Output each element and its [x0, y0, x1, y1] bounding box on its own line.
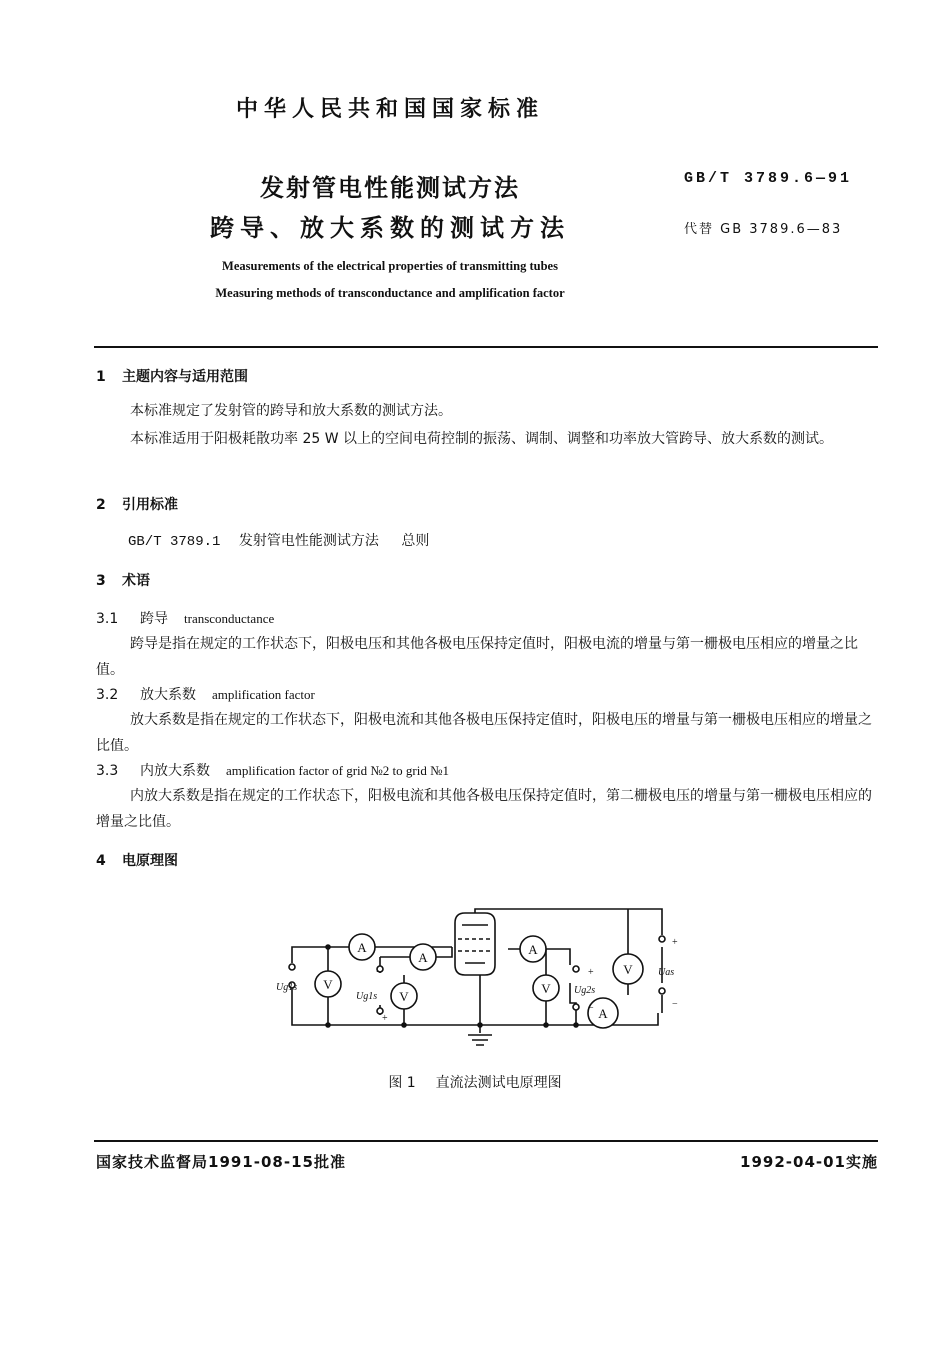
term-3-2: [96, 684, 315, 704]
polarity-plus: +: [588, 967, 594, 978]
english-title: Measurements of the electrical properties of transmitting tubes: [222, 259, 558, 273]
polarity-plus: +: [672, 937, 678, 948]
term-chinese: 内放大系数: [140, 763, 210, 779]
svg-text:V: V: [623, 962, 633, 977]
polarity-minus: −: [376, 967, 382, 978]
svg-text:V: V: [399, 989, 409, 1004]
document-title: 发射管电性能测试方法: [260, 174, 520, 202]
figure-label: 图 1: [388, 1075, 416, 1091]
vacuum-tube-icon: [455, 913, 495, 975]
circuit-diagram: [270, 895, 690, 1065]
section-title: 引用标准: [122, 497, 178, 513]
replaced-standard: 代替 GB 3789.6—83: [684, 222, 843, 237]
section-1-heading: [96, 366, 248, 386]
section-title: 术语: [122, 573, 150, 589]
section-number: 1: [96, 369, 106, 385]
voltmeter-icon: [533, 975, 559, 1001]
term-3-3: [96, 760, 449, 780]
document-subtitle: 跨导、放大系数的测试方法: [210, 214, 570, 242]
ammeter-icon: [520, 936, 546, 962]
ammeter-icon: [349, 934, 375, 960]
reference-title: 发射管电性能测试方法: [238, 533, 379, 549]
term-3-1-definition: 跨导是指在规定的工作状态下，阳极电压和其他各极电压保持定值时，阳极电流的增量与第一栅极电压相应的增量之比值。: [96, 636, 858, 678]
voltmeter-icon: [391, 983, 417, 1009]
section-1-paragraph-2: 本标准适用于阳极耗散功率 25 W 以上的空间电荷控制的振荡、调制、调整和功率放大管跨导、放大系数的测试。: [130, 431, 834, 447]
footer-divider: [94, 1140, 878, 1142]
polarity-minus: −: [672, 999, 678, 1010]
term-3-3-definition: 内放大系数是指在规定的工作状态下，阳极电流和其他各极电压保持定值时，第二栅极电压的增量与第一栅极电压相应的增量之比值。: [96, 788, 872, 830]
svg-text:A: A: [528, 942, 538, 957]
svg-text:V: V: [541, 981, 551, 996]
term-english: amplification factor: [212, 687, 315, 702]
effective-date: 1992-04-01实施: [740, 1153, 878, 1171]
svg-text:V: V: [323, 977, 333, 992]
ammeter-icon: [410, 944, 436, 970]
english-subtitle: Measuring methods of transconductance and amplification factor: [215, 286, 565, 300]
figure-title: 直流法测试电原理图: [435, 1075, 562, 1091]
section-3-heading: [96, 570, 150, 590]
section-2-heading: [96, 494, 178, 514]
svg-text:A: A: [598, 1006, 608, 1021]
term-3-2-definition: 放大系数是指在规定的工作状态下，阳极电流和其他各极电压保持定值时，阳极电压的增量与第一栅极电压相应的增量之比值。: [96, 712, 872, 754]
section-1-paragraph-1: 本标准规定了发射管的跨导和放大系数的测试方法。: [130, 403, 452, 419]
reference-part: 总则: [401, 533, 430, 549]
standard-code: GB/T 3789.6—91: [684, 170, 853, 187]
section-title: 电原理图: [122, 853, 178, 869]
polarity-minus: −: [588, 1003, 594, 1014]
section-4-heading: [96, 850, 178, 870]
term-3-1: [96, 608, 274, 628]
voltmeter-icon: [613, 954, 643, 984]
section-title: 主题内容与适用范围: [122, 369, 248, 385]
reference-standard: [128, 530, 429, 550]
source-label-left: Ug1s: [276, 982, 298, 993]
term-english: transconductance: [184, 611, 275, 626]
source-label-anode: Uas: [658, 967, 675, 978]
source-label-grid1: Ug1s: [356, 991, 378, 1002]
term-chinese: 跨导: [140, 611, 168, 627]
header-divider: [94, 346, 878, 348]
term-chinese: 放大系数: [140, 687, 196, 703]
term-number: 3.2: [96, 687, 119, 703]
term-english: amplification factor of grid №2 to grid №1: [226, 763, 449, 778]
term-number: 3.3: [96, 763, 119, 779]
section-number: 2: [96, 497, 106, 513]
section-number: 4: [96, 853, 106, 869]
approval-date: 国家技术监督局1991-08-15批准: [96, 1153, 346, 1171]
figure-caption: [0, 1072, 950, 1092]
term-number: 3.1: [96, 611, 119, 627]
section-number: 3: [96, 573, 106, 589]
svg-text:A: A: [418, 950, 428, 965]
svg-text:A: A: [357, 940, 367, 955]
voltmeter-icon: [315, 971, 341, 997]
national-standard-heading: 中华人民共和国国家标准: [235, 97, 544, 122]
reference-code: GB/T 3789.1: [128, 534, 221, 550]
polarity-plus: +: [382, 1013, 388, 1024]
source-label-grid2: Ug2s: [574, 985, 596, 996]
